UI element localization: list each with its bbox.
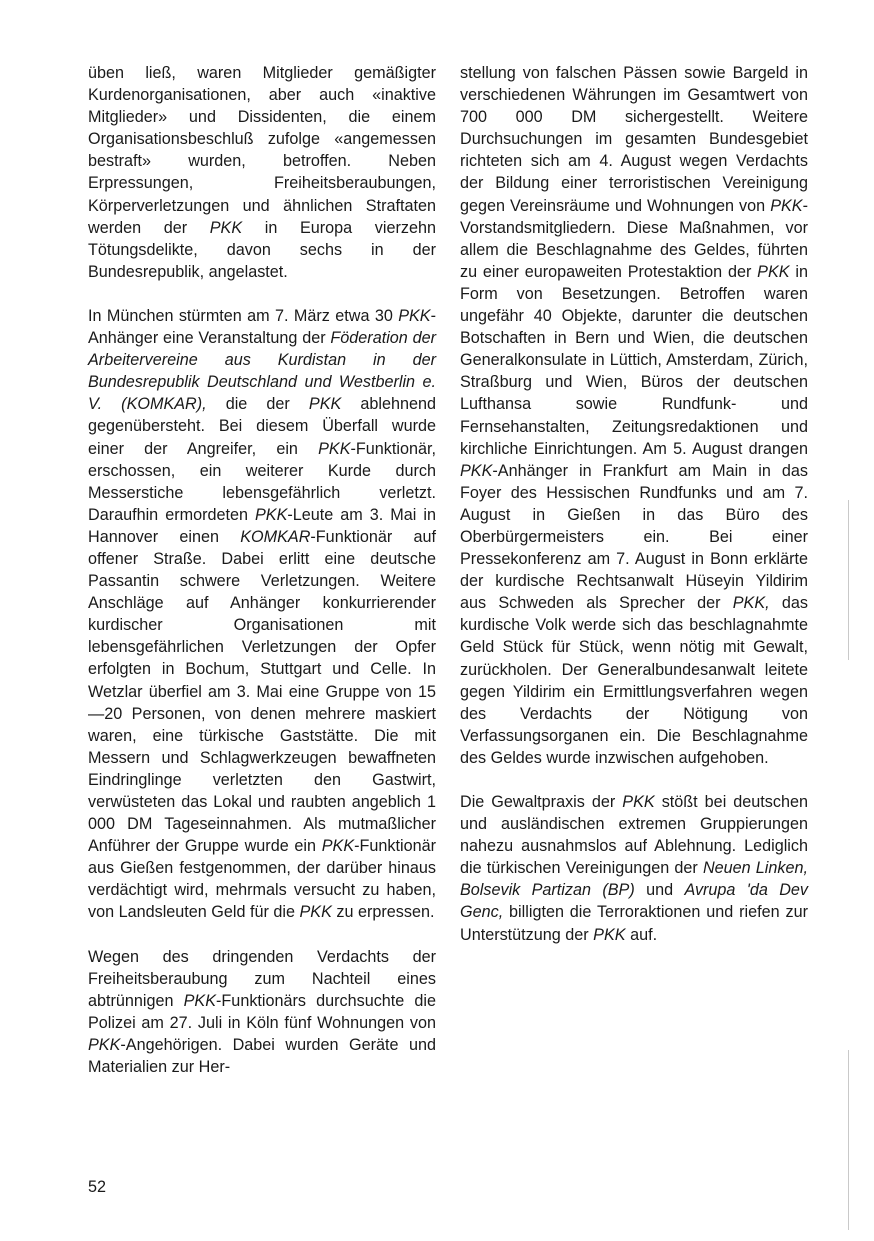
left-column [88, 62, 436, 1100]
paragraph [88, 946, 436, 1079]
text-run: -Leute am 3. Mai in Hannover einen [88, 505, 436, 546]
text-run: das kurdische Volk werde sich das beschlagnahmte Geld Stück für Stück, wenn nötig mit Gewalt, zurückholen. Der Generalbundesanwalt leitete gegen Yildirim ein Ermittlungsverfahren wegen des Verdachts der Nötigung von Verfassungsorganen ein. Die Beschlagnahme des Geldes wurde inzwischen aufgehoben. [460, 594, 808, 767]
italic-text-run: PKK [209, 218, 243, 237]
text-run: in Europa vierzehn Tötungsdelikte, davon sechs in der Bundesrepublik, angelastet. [88, 218, 436, 281]
text-run: stellung von falschen Pässen sowie Bargeld in verschiedenen Währungen im Gesamtwert von 700 000 DM sichergestellt. Weitere Durchsuchungen im gesamten Bundesgebiet richteten sich am 4. August wegen Verdachts der Bildung einer terroristischen Vereinigung gegen Vereinsräume und Wohnungen von [460, 64, 808, 215]
text-run: -Funktionär auf offener Straße. Dabei erlitt eine deutsche Passantin schwere Verletzungen. Weitere Anschläge auf Anhänger konkurrierender kurdischer Organisationen mit lebensgefährlichen Verletzungen der Opfer erfolgten in Bochum, Stuttgart und Celle. In Wetzlar überfiel am 3. Mai eine Gruppe von 15—20 Personen, von denen mehrere maskiert waren, eine türkische Gaststätte. Die mit Messern und Schlagwerkzeugen bewaffneten Eindringlinge verletzten den Gastwirt, verwüsteten das Lokal und raubten angeblich 1 000 DM Tageseinnahmen. Als mutmaßlicher Anführer der Gruppe wurde ein [88, 527, 436, 856]
text-run: In München stürmten am 7. März etwa 30 [88, 306, 399, 325]
text-run: üben ließ, waren Mitglieder gemäßigter Kurdenorganisationen, aber auch «inaktive Mitglieder» und Dissidenten, die einem Organisationsbeschluß zufolge «angemessen bestraft» wurden, betroffen. Neben Erpressungen, Freiheitsberaubungen, Körperverletzungen und ähnlichen Straftaten werden der [88, 64, 436, 237]
paragraph [88, 305, 436, 924]
italic-text-run: PKK [318, 439, 351, 458]
italic-text-run: PKK [254, 505, 288, 524]
right-column [460, 62, 808, 968]
italic-text-run: PKK [770, 196, 803, 215]
text-run: stößt bei deutschen und ausländischen extremen Gruppierungen nahezu ausnahmslos auf Ablehnung. Lediglich die türkischen Vereinigungen der [460, 793, 808, 878]
text-run: auf. [625, 925, 658, 944]
italic-text-run: PKK [460, 461, 493, 480]
text-run: und [634, 881, 685, 900]
italic-text-run: PKK [622, 793, 655, 811]
italic-text-run: PKK [299, 903, 332, 922]
text-run: -Angehörigen. Dabei wurden Geräte und Materialien zur Her- [88, 1035, 436, 1077]
italic-text-run: PKK [183, 991, 217, 1010]
italic-text-run: Föderation der Arbeitervereine aus Kurdistan in der Bundesrepublik Deutschland und Westberlin e. V. (KOMKAR), [88, 329, 436, 414]
text-run: -Anhänger in Frankfurt am Main in das Foyer des Hessischen Rundfunks und am 7. August in Gießen in das Büro des Oberbürgermeisters ein. Bei einer Pressekonferenz am 7. August in Bonn erklärte der kurdische Rechtsanwalt Hüseyin Yildirim aus Schweden als Sprecher der [460, 461, 808, 613]
italic-text-run: PKK [321, 837, 355, 856]
text-run: -Funktionärs durchsuchte die Polizei am 27. Juli in Köln fünf Wohnungen von [88, 991, 436, 1032]
italic-text-run: KOMKAR [240, 527, 311, 546]
text-run: -Funktionär, erschossen, ein weiterer Kurde durch Messerstiche lebensgefährlich verletzt. Daraufhin ermordeten [88, 439, 436, 524]
italic-text-run: PKK [757, 262, 790, 281]
page-number: 52 [88, 1178, 107, 1196]
text-run: in Form von Besetzungen. Betroffen waren ungefähr 40 Objekte, darunter die deutschen Botschaften in Bern und Wien, die deutschen Generalkonsulate in Lüttich, Amsterdam, Zürich, Straßburg und Wien, Büros der deutschen Lufthansa sowie Rundfunk- und Fernsehanstalten, Zeitungsredaktionen und kirchliche Einrichtungen. Am 5. August drangen [460, 262, 808, 458]
text-run: die der [206, 395, 309, 414]
italic-text-run: PKK [398, 306, 431, 325]
italic-text-run: PKK, [732, 594, 770, 613]
text-run: Die Gewaltpraxis der [460, 793, 623, 811]
italic-text-run: Neuen Linken, Bolsevik Partizan (BP) [460, 859, 808, 900]
paragraph [88, 62, 436, 283]
text-run: ablehnend gegenübersteht. Bei diesem Überfall wurde einer der Angreifer, ein [88, 395, 436, 458]
scan-edge-mark [848, 500, 849, 660]
text-run: -Anhänger eine Veranstaltung der [88, 306, 436, 348]
paragraph [460, 62, 808, 769]
paragraph [460, 791, 808, 946]
text-run: -Vorstandsmitgliedern. Diese Maßnahmen, vor allem die Beschlagnahme des Geldes, führten zu einer europaweiten Protestaktion der [460, 196, 808, 281]
italic-text-run: PKK [593, 925, 626, 944]
text-run: zu erpressen. [331, 903, 435, 922]
text-run: billigten die Terroraktionen und riefen zur Unterstützung der [460, 903, 808, 944]
italic-text-run: Avrupa 'da Dev Genc, [460, 881, 809, 922]
text-run: Wegen des dringenden Verdachts der Freiheitsberaubung zum Nachteil eines abtrünnigen [88, 947, 436, 1010]
text-run: -Funktionär aus Gießen festgenommen, der darüber hinaus verdächtigt wird, mehrmals versucht zu haben, von Landsleuten Geld für die [88, 837, 436, 922]
italic-text-run: PKK [308, 395, 342, 414]
scan-edge-mark [848, 1050, 849, 1230]
italic-text-run: PKK [88, 1035, 121, 1054]
